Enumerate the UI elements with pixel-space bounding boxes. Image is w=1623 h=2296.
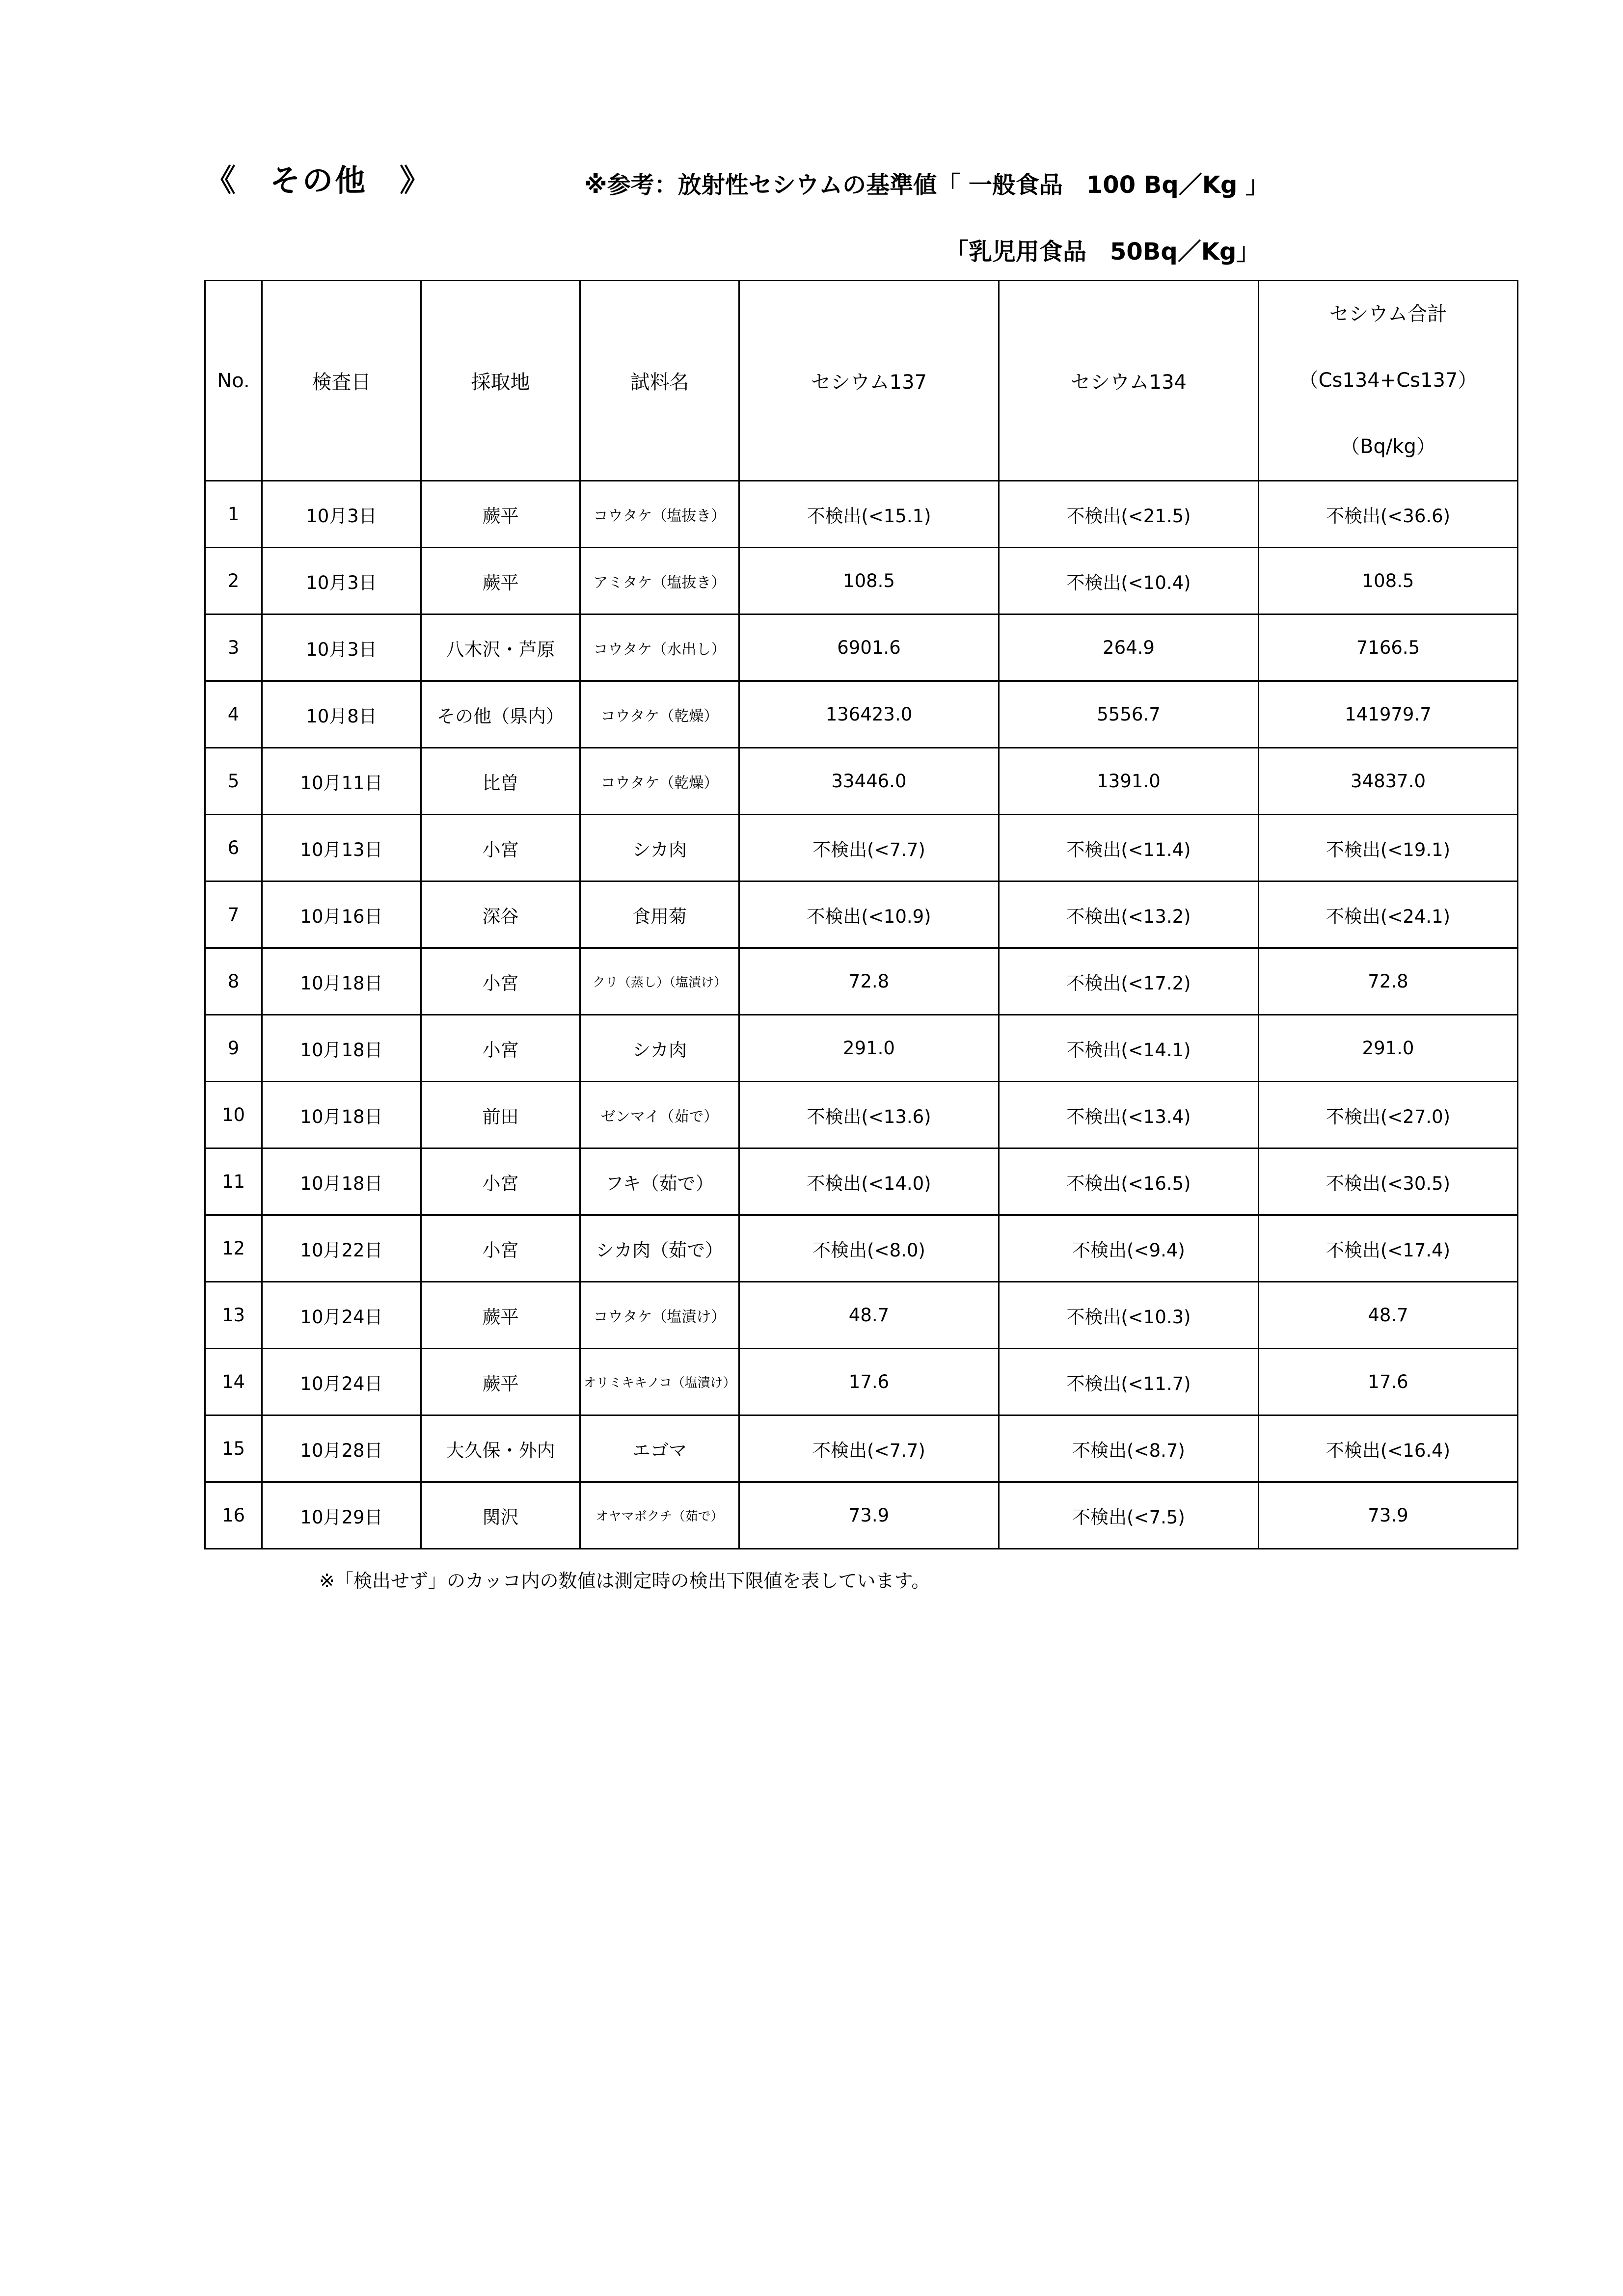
table-row <box>205 481 1518 548</box>
cell-date: 10月16日 <box>262 881 421 948</box>
cell-sample: コウタケ（乾燥） <box>580 748 739 815</box>
table-row <box>205 1282 1518 1349</box>
cell-total: 34837.0 <box>1259 748 1518 815</box>
cell-date: 10月18日 <box>262 1082 421 1148</box>
cell-no: 4 <box>205 681 262 748</box>
header-sample: 試料名 <box>580 281 739 481</box>
cell-sample: コウタケ（乾燥） <box>580 681 739 748</box>
cell-cs134: 不検出(<21.5) <box>999 481 1259 548</box>
cell-cs134: 不検出(<11.7) <box>999 1349 1259 1415</box>
cell-location: その他（県内） <box>421 681 580 748</box>
cell-location: 蕨平 <box>421 1282 580 1349</box>
cell-sample: エゴマ <box>580 1415 739 1482</box>
cell-cs134: 5556.7 <box>999 681 1259 748</box>
cell-no: 7 <box>205 881 262 948</box>
cell-date: 10月3日 <box>262 481 421 548</box>
cell-location: 前田 <box>421 1082 580 1148</box>
cell-cs137: 17.6 <box>739 1349 999 1415</box>
cell-total: 108.5 <box>1259 548 1518 614</box>
cell-total: 141979.7 <box>1259 681 1518 748</box>
cell-total: 不検出(<36.6) <box>1259 481 1518 548</box>
cell-location: 大久保・外内 <box>421 1415 580 1482</box>
cell-cs134: 不検出(<13.4) <box>999 1082 1259 1148</box>
header-location: 採取地 <box>421 281 580 481</box>
table-row <box>205 1215 1518 1282</box>
header-no: No. <box>205 281 262 481</box>
cell-cs134: 不検出(<16.5) <box>999 1148 1259 1215</box>
table-row <box>205 1015 1518 1082</box>
cell-sample: コウタケ（塩漬け） <box>580 1282 739 1349</box>
cell-sample: ゼンマイ（茹で） <box>580 1082 739 1148</box>
cell-no: 15 <box>205 1415 262 1482</box>
cell-cs134: 264.9 <box>999 614 1259 681</box>
table-row <box>205 1349 1518 1415</box>
table-row <box>205 614 1518 681</box>
cell-total: 不検出(<16.4) <box>1259 1415 1518 1482</box>
cell-cs137: 291.0 <box>739 1015 999 1082</box>
cell-cs134: 不検出(<14.1) <box>999 1015 1259 1082</box>
cell-cs137: 108.5 <box>739 548 999 614</box>
cell-total: 7166.5 <box>1259 614 1518 681</box>
cell-date: 10月13日 <box>262 815 421 881</box>
cell-total: 不検出(<30.5) <box>1259 1148 1518 1215</box>
cell-no: 3 <box>205 614 262 681</box>
cell-total: 17.6 <box>1259 1349 1518 1415</box>
cell-no: 11 <box>205 1148 262 1215</box>
cell-cs137: 6901.6 <box>739 614 999 681</box>
cell-date: 10月3日 <box>262 548 421 614</box>
cell-date: 10月24日 <box>262 1282 421 1349</box>
cell-date: 10月3日 <box>262 614 421 681</box>
table-row <box>205 681 1518 748</box>
cell-sample: シカ肉 <box>580 815 739 881</box>
cell-no: 13 <box>205 1282 262 1349</box>
cell-sample: オリミキキノコ（塩漬け） <box>580 1349 739 1415</box>
cell-date: 10月18日 <box>262 948 421 1015</box>
cell-cs137: 不検出(<7.7) <box>739 1415 999 1482</box>
cell-cs134: 不検出(<11.4) <box>999 815 1259 881</box>
cell-location: 小宮 <box>421 1148 580 1215</box>
cell-location: 比曽 <box>421 748 580 815</box>
cell-location: 八木沢・芦原 <box>421 614 580 681</box>
reference-standard-infant: 「乳児用食品 50Bq／Kg」 <box>945 238 1260 266</box>
cell-cs137: 不検出(<7.7) <box>739 815 999 881</box>
cell-cs137: 不検出(<14.0) <box>739 1148 999 1215</box>
header-date: 検査日 <box>262 281 421 481</box>
header-total-title: セシウム合計 <box>1329 303 1447 325</box>
cell-location: 蕨平 <box>421 1349 580 1415</box>
footnote: ※「検出せず」のカッコ内の数値は測定時の検出下限値を表しています。 <box>319 1570 930 1592</box>
cell-no: 9 <box>205 1015 262 1082</box>
page-title: 《 その他 》 <box>205 162 433 198</box>
cell-sample: コウタケ（水出し） <box>580 614 739 681</box>
cell-sample: 食用菊 <box>580 881 739 948</box>
cell-total: 不検出(<27.0) <box>1259 1082 1518 1148</box>
cell-no: 12 <box>205 1215 262 1282</box>
cell-cs137: 不検出(<15.1) <box>739 481 999 548</box>
table-row <box>205 815 1518 881</box>
header-total-unit: （Bq/kg） <box>1340 435 1436 458</box>
header-total <box>1259 281 1518 481</box>
cell-cs137: 不検出(<13.6) <box>739 1082 999 1148</box>
table-row <box>205 881 1518 948</box>
cell-date: 10月8日 <box>262 681 421 748</box>
cell-sample: アミタケ（塩抜き） <box>580 548 739 614</box>
cell-total: 291.0 <box>1259 1015 1518 1082</box>
cell-sample: フキ（茹で） <box>580 1148 739 1215</box>
cell-no: 8 <box>205 948 262 1015</box>
cell-location: 深谷 <box>421 881 580 948</box>
cell-sample: シカ肉（茹で） <box>580 1215 739 1282</box>
cell-total: 不検出(<19.1) <box>1259 815 1518 881</box>
cell-sample: オヤマボクチ（茹で） <box>580 1482 739 1549</box>
cell-cs134: 不検出(<9.4) <box>999 1215 1259 1282</box>
cell-location: 小宮 <box>421 948 580 1015</box>
cell-total: 72.8 <box>1259 948 1518 1015</box>
cell-cs137: 不検出(<10.9) <box>739 881 999 948</box>
cell-location: 小宮 <box>421 1015 580 1082</box>
cell-cs137: 48.7 <box>739 1282 999 1349</box>
table-row <box>205 1415 1518 1482</box>
cell-sample: シカ肉 <box>580 1015 739 1082</box>
cell-date: 10月28日 <box>262 1415 421 1482</box>
table-row <box>205 1148 1518 1215</box>
table-header-row <box>205 281 1518 481</box>
table-row <box>205 548 1518 614</box>
cell-date: 10月11日 <box>262 748 421 815</box>
header-total-formula: （Cs134+Cs137） <box>1298 369 1478 392</box>
table-row <box>205 948 1518 1015</box>
cell-total: 不検出(<24.1) <box>1259 881 1518 948</box>
cell-no: 2 <box>205 548 262 614</box>
cell-location: 小宮 <box>421 1215 580 1282</box>
cell-cs134: 不検出(<7.5) <box>999 1482 1259 1549</box>
cell-cs137: 136423.0 <box>739 681 999 748</box>
table-row <box>205 748 1518 815</box>
cell-no: 5 <box>205 748 262 815</box>
header-cs137: セシウム137 <box>739 281 999 481</box>
cell-no: 10 <box>205 1082 262 1148</box>
cell-date: 10月24日 <box>262 1349 421 1415</box>
cell-date: 10月29日 <box>262 1482 421 1549</box>
cell-total: 73.9 <box>1259 1482 1518 1549</box>
cell-cs134: 1391.0 <box>999 748 1259 815</box>
cell-total: 48.7 <box>1259 1282 1518 1349</box>
cell-cs137: 不検出(<8.0) <box>739 1215 999 1282</box>
cell-cs137: 72.8 <box>739 948 999 1015</box>
cell-cs134: 不検出(<10.3) <box>999 1282 1259 1349</box>
cell-cs134: 不検出(<17.2) <box>999 948 1259 1015</box>
cell-location: 蕨平 <box>421 481 580 548</box>
reference-standard-general: ※参考：放射性セシウムの基準値「 一般食品 100 Bq／Kg 」 <box>584 171 1270 199</box>
cell-no: 6 <box>205 815 262 881</box>
header-cs134: セシウム134 <box>999 281 1259 481</box>
cell-sample: コウタケ（塩抜き） <box>580 481 739 548</box>
cell-cs134: 不検出(<8.7) <box>999 1415 1259 1482</box>
cell-location: 蕨平 <box>421 548 580 614</box>
table-row <box>205 1082 1518 1148</box>
cell-date: 10月22日 <box>262 1215 421 1282</box>
cell-cs134: 不検出(<10.4) <box>999 548 1259 614</box>
cell-date: 10月18日 <box>262 1148 421 1215</box>
cell-cs134: 不検出(<13.2) <box>999 881 1259 948</box>
cell-location: 小宮 <box>421 815 580 881</box>
cell-cs137: 33446.0 <box>739 748 999 815</box>
cell-cs137: 73.9 <box>739 1482 999 1549</box>
cell-total: 不検出(<17.4) <box>1259 1215 1518 1282</box>
cell-location: 関沢 <box>421 1482 580 1549</box>
cesium-results-table <box>204 280 1518 1549</box>
cell-no: 1 <box>205 481 262 548</box>
cell-sample: クリ（蒸し）（塩漬け） <box>580 948 739 1015</box>
cell-no: 16 <box>205 1482 262 1549</box>
cell-no: 14 <box>205 1349 262 1415</box>
table-row <box>205 1482 1518 1549</box>
cell-date: 10月18日 <box>262 1015 421 1082</box>
